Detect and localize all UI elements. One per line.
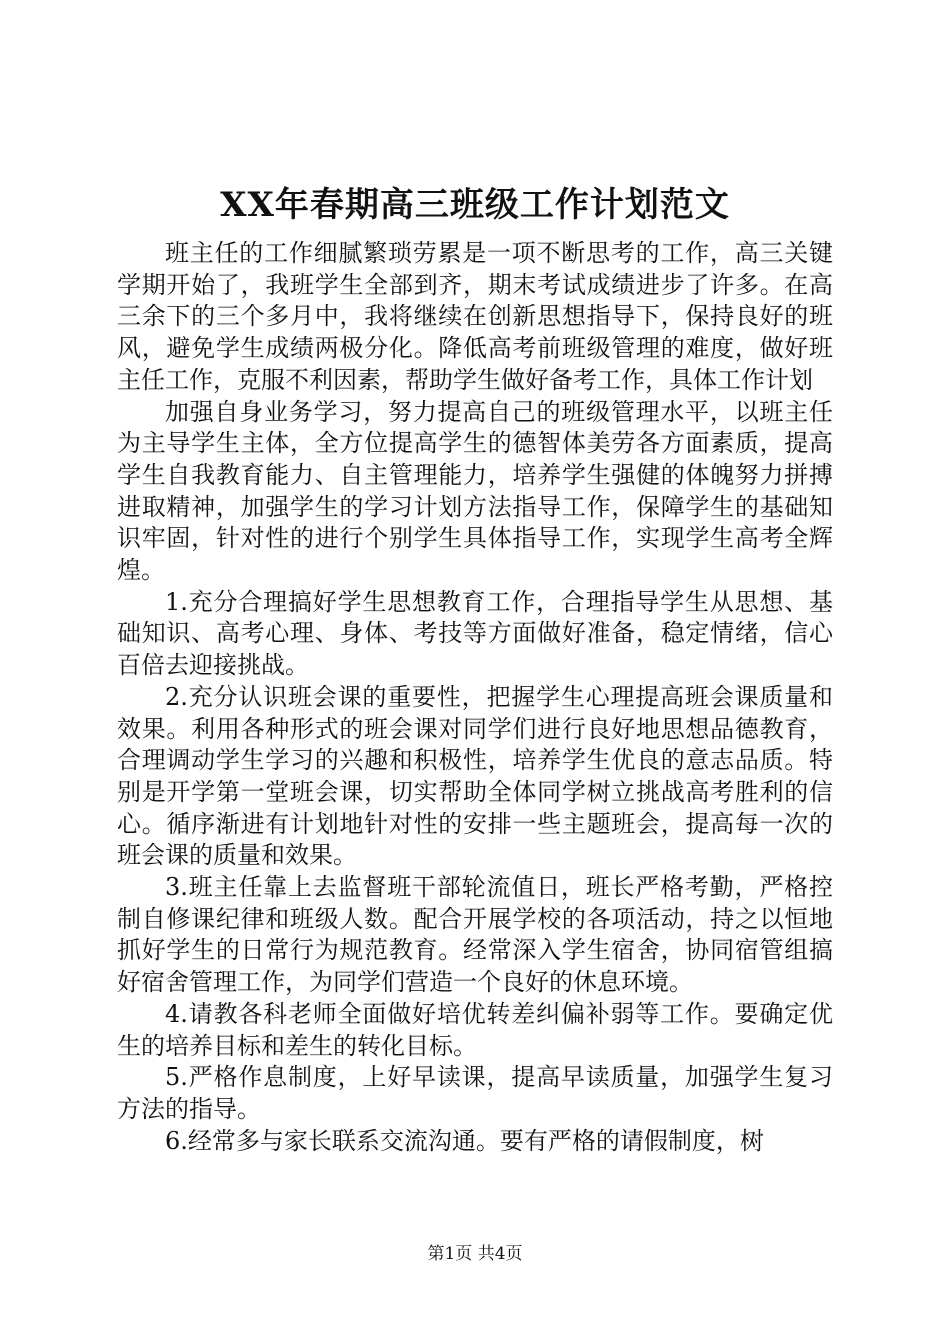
document-title: XX年春期高三班级工作计划范文	[220, 185, 730, 225]
page-number-footer: 第1页 共4页	[427, 1244, 523, 1264]
document-body	[117, 238, 833, 1157]
paragraph-item-1: 1.充分合理搞好学生思想教育工作，合理指导学生从思想、基础知识、高考心理、身体、考技等方面做好准备，稳定情绪，信心百倍去迎接挑战。	[117, 587, 833, 680]
paragraph-goals: 加强自身业务学习，努力提高自己的班级管理水平，以班主任为主导学生主体，全方位提高学生的德智体美劳各方面素质，提高学生自我教育能力、自主管理能力，培养学生强健的体魄努力拼搏进取精神，加强学生的学习计划方法指导工作，保障学生的基础知识牢固，针对性的进行个别学生具体指导工作，实现学生高考全辉煌。	[117, 397, 833, 585]
paragraph-item-2: 2.充分认识班会课的重要性，把握学生心理提高班会课质量和效果。利用各种形式的班会课对同学们进行良好地思想品德教育，合理调动学生学习的兴趣和积极性，培养学生优良的意志品质。特别是开学第一堂班会课，切实帮助全体同学树立挑战高考胜利的信心。循序渐进有计划地针对性的安排一些主题班会，提高每一次的班会课的质量和效果。	[117, 682, 833, 870]
paragraph-item-4: 4.请教各科老师全面做好培优转差纠偏补弱等工作。要确定优生的培养目标和差生的转化目标。	[117, 999, 833, 1060]
paragraph-item-5: 5.严格作息制度，上好早读课，提高早读质量，加强学生复习方法的指导。	[117, 1063, 833, 1123]
paragraph-item-6: 6.经常多与家长联系交流沟通。要有严格的请假制度，树	[165, 1126, 764, 1155]
paragraph-intro: 班主任的工作细腻繁琐劳累是一项不断思考的工作，高三关键学期开始了，我班学生全部到齐，期末考试成绩进步了许多。在高三余下的三个多月中，我将继续在创新思想指导下，保持良好的班风，避免学生成绩两极分化。降低高考前班级管理的难度，做好班主任工作，克服不利因素，帮助学生做好备考工作，具体工作计划	[117, 239, 833, 394]
paragraph-item-3: 3.班主任靠上去监督班干部轮流值日，班长严格考勤，严格控制自修课纪律和班级人数。配合开展学校的各项活动，持之以恒地抓好学生的日常行为规范教育。经常深入学生宿舍，协同宿管组搞好宿舍管理工作，为同学们营造一个良好的休息环境。	[117, 873, 833, 997]
